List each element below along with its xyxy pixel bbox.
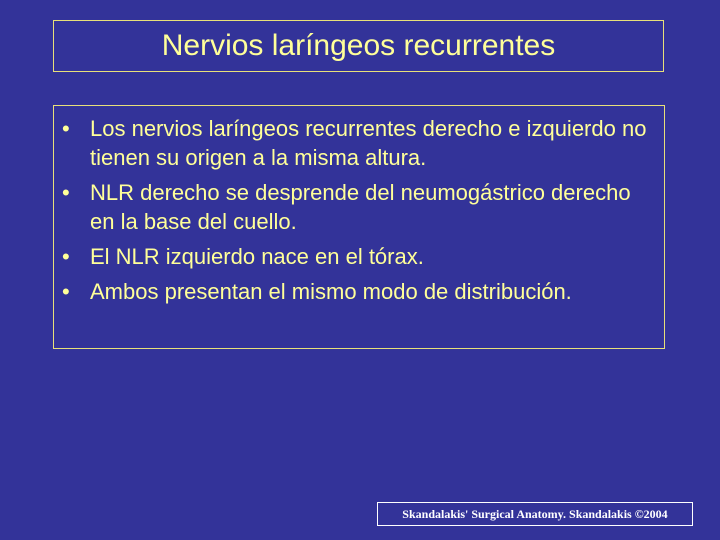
bullet-item [62,178,654,236]
bullet-marker: • [62,180,70,205]
bullet-marker: • [62,116,70,141]
bullet-text: Ambos presentan el mismo modo de distribución. [90,279,572,304]
credit-box [377,502,693,526]
slide-title-box [53,20,664,72]
bullet-item [62,114,654,172]
bullet-text: Los nervios laríngeos recurrentes derecho e izquierdo no tienen su origen a la misma altura. [90,116,647,170]
bullet-text: NLR derecho se desprende del neumogástrico derecho en la base del cuello. [90,180,631,234]
bullet-item [62,277,654,306]
slide-title: Nervios laríngeos recurrentes [161,29,556,62]
slide-content-box [53,105,665,349]
bullet-text: El NLR izquierdo nace en el tórax. [90,244,424,269]
bullet-marker: • [62,244,70,269]
bullet-item [62,242,654,271]
bullet-marker: • [62,279,70,304]
bullet-list [62,114,654,306]
credit-text: Skandalakis' Surgical Anatomy. Skandalakis ©2004 [402,506,668,521]
